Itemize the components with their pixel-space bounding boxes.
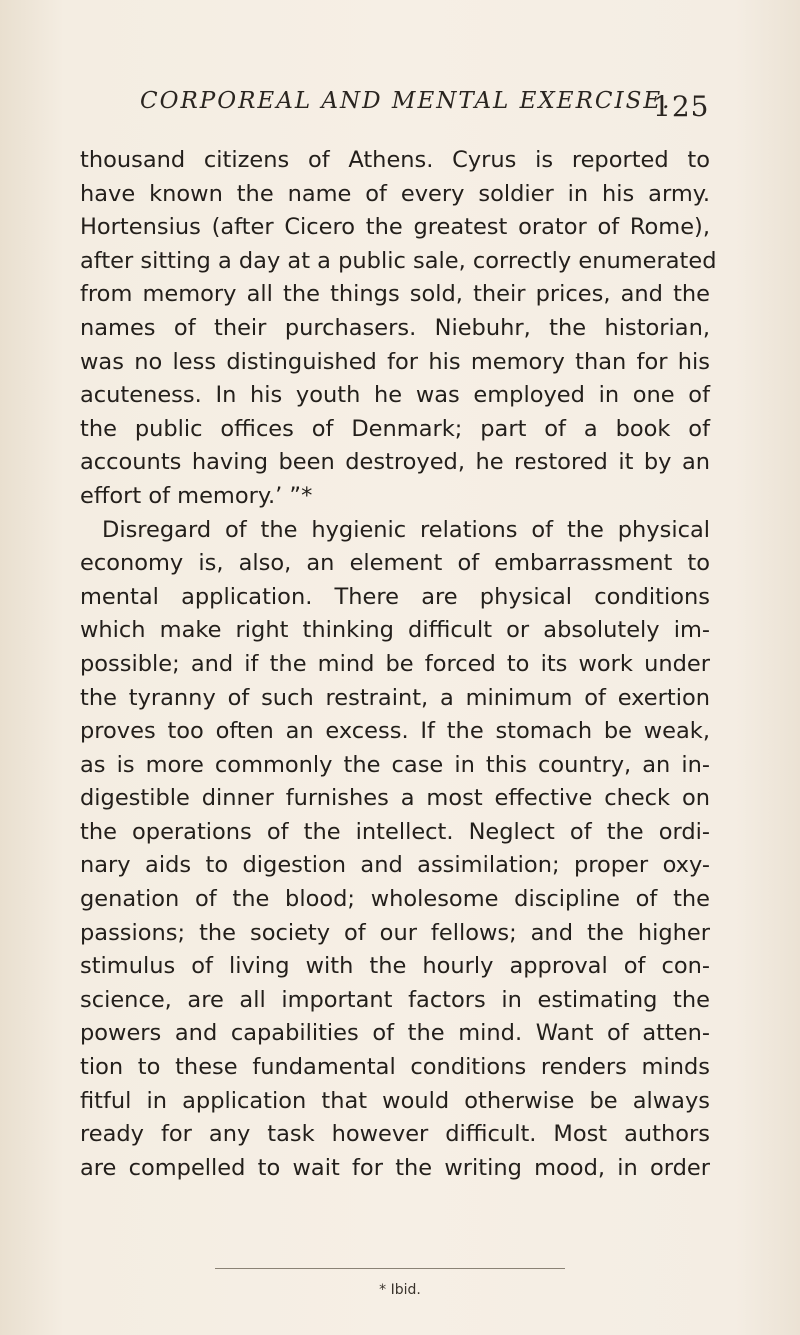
text-line: ready for any task however difficult. Most authors <box>80 1121 710 1148</box>
text-line: digestible dinner furnishes a most effective check on <box>80 785 710 812</box>
text-line: are compelled to wait for the writing mood, in order <box>80 1154 710 1181</box>
text-line: after sitting a day at a public sale, correctly enumerated <box>80 247 717 274</box>
running-head <box>140 88 710 128</box>
text-line: the operations of the intellect. Neglect of the ordi- <box>80 818 710 845</box>
text-line: the tyranny of such restraint, a minimum of exertion <box>80 684 710 711</box>
text-line-paragraph-end: effort of memory.’ ”* <box>80 482 313 509</box>
text-line: mental application. There are physical conditions <box>80 583 710 610</box>
text-line-paragraph-start: Disregard of the hygienic relations of the physical <box>102 516 710 543</box>
text-line: names of their purchasers. Niebuhr, the historian, <box>80 314 710 341</box>
running-title: CORPOREAL AND MENTAL EXERCISE. <box>140 88 672 114</box>
text-line: Hortensius (after Cicero the greatest orator of Rome), <box>80 214 710 241</box>
text-line: economy is, also, an element of embarrassment to <box>80 550 710 577</box>
text-line: nary aids to digestion and assimilation; proper oxy- <box>80 852 710 879</box>
text-line: fitful in application that would otherwise be always <box>80 1087 710 1114</box>
text-line: tion to these fundamental conditions renders minds <box>80 1054 710 1081</box>
text-line: as is more commonly the case in this country, an in- <box>80 751 710 778</box>
footnote-rule <box>215 1268 565 1269</box>
text-line: the public offices of Denmark; part of a book of <box>80 415 710 442</box>
footnote: * Ibid. <box>379 1282 421 1298</box>
text-line: accounts having been destroyed, he restored it by an <box>80 449 710 476</box>
text-line: have known the name of every soldier in his army. <box>80 180 710 207</box>
text-line: passions; the society of our fellows; and the higher <box>80 919 710 946</box>
text-line: stimulus of living with the hourly approval of con- <box>80 953 710 980</box>
page-number: 125 <box>653 90 710 123</box>
body-text <box>80 144 717 1185</box>
text-line: acuteness. In his youth he was employed in one of <box>80 382 710 409</box>
text-line: was no less distinguished for his memory than for his <box>80 348 710 375</box>
text-line: science, are all important factors in estimating the <box>80 986 710 1013</box>
text-line: powers and capabilities of the mind. Want of atten- <box>80 1020 710 1047</box>
text-line: which make right thinking difficult or absolutely im- <box>80 617 710 644</box>
text-line: thousand citizens of Athens. Cyrus is reported to <box>80 147 710 173</box>
text-line: possible; and if the mind be forced to its work under <box>80 650 710 677</box>
text-line: from memory all the things sold, their prices, and the <box>80 281 710 308</box>
text-line: genation of the blood; wholesome discipline of the <box>80 886 710 913</box>
text-line: proves too often an excess. If the stomach be weak, <box>80 718 710 745</box>
